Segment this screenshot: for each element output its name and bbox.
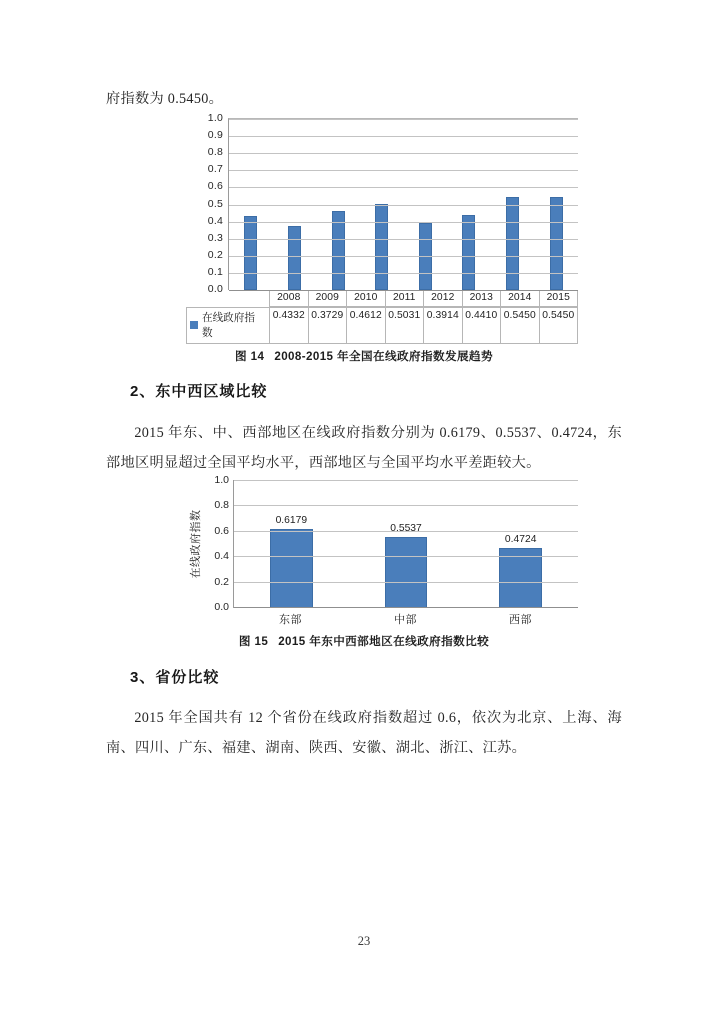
chart1-y-tick-label: 0.3 — [207, 231, 223, 244]
chart2-x-axis-spacer-label — [186, 611, 203, 627]
chart1-y-tick-label: 0.0 — [207, 283, 223, 295]
chart1-bar — [375, 204, 388, 290]
chart1-year-row-label-spacer — [186, 290, 269, 307]
chart2-gridline — [234, 480, 578, 481]
chart1-gridline — [229, 119, 578, 120]
chart2-data-label: 0.4724 — [504, 533, 537, 545]
chart1-y-tick-label: 0.2 — [207, 248, 223, 261]
chart2-category-labels — [233, 611, 578, 627]
top-paragraph: 府指数为 0.5450。 — [106, 91, 224, 107]
chart2-plot-row — [186, 474, 578, 613]
chart1-year-cell: 2012 — [423, 290, 462, 307]
chart2-y-tick-label: 0.2 — [214, 575, 229, 588]
chart1-gridline — [229, 205, 578, 206]
figure-15-caption-text: 2015 年东中西部地区在线政府指数比较 — [278, 635, 490, 648]
chart1-plot-row — [186, 112, 578, 295]
figure-14-chart — [186, 112, 578, 344]
chart1-value-cell: 0.5450 — [500, 307, 539, 344]
chart1-bar — [288, 226, 301, 290]
chart1-bar — [332, 211, 345, 290]
chart2-plot-area — [233, 480, 578, 608]
section-paragraph-3: 2015 年全国共有 12 个省份在线政府指数超过 0.6，依次为北京、上海、海南、四川、广东、福建、湖南、陕西、安徽、湖北、浙江、江苏。 — [106, 710, 622, 756]
chart1-gridline — [229, 239, 578, 240]
section-paragraph-2: 2015 年东、中、西部地区在线政府指数分别为 0.6179、0.5537、0.4724，东部地区明显超过全国平均水平，西部地区与全国平均水平差距较大。 — [106, 425, 622, 471]
chart1-year-cells — [269, 290, 578, 307]
chart2-x-axis-spacer-axis — [203, 611, 233, 627]
chart1-bar — [506, 197, 519, 290]
chart1-y-tick-label: 0.4 — [207, 214, 223, 227]
chart1-value-cell: 0.3729 — [308, 307, 347, 344]
chart1-y-tick-label: 0.5 — [207, 197, 223, 210]
chart1-year-cell: 2013 — [462, 290, 501, 307]
chart1-plot-area — [228, 118, 578, 290]
chart1-y-axis — [186, 112, 228, 295]
chart2-data-label: 0.6179 — [275, 514, 308, 526]
chart1-y-tick-label: 1.0 — [207, 112, 223, 124]
chart1-y-tick-label: 0.7 — [207, 163, 223, 176]
chart2-bar-cell — [234, 480, 349, 608]
chart1-gridline — [229, 256, 578, 257]
chart2-y-tick-label: 1.0 — [214, 474, 229, 486]
chart1-year-cell: 2011 — [385, 290, 424, 307]
chart1-value-cell: 0.5031 — [385, 307, 424, 344]
chart1-value-cell: 0.4410 — [462, 307, 501, 344]
chart2-bar-cell — [463, 480, 578, 608]
chart1-y-tick-label: 0.1 — [207, 265, 223, 278]
chart1-y-tick-label: 0.9 — [207, 129, 223, 142]
chart1-gridline — [229, 187, 578, 188]
chart2-gridline — [234, 505, 578, 506]
chart2-y-tick-label: 0.0 — [214, 601, 229, 613]
chart2-gridline — [234, 556, 578, 557]
chart2-bar — [270, 514, 312, 608]
chart1-gridline — [229, 170, 578, 171]
chart1-year-header-row — [186, 290, 578, 307]
chart2-y-axis-title-text: 在线政府指数 — [189, 509, 202, 579]
chart2-y-tick-label: 0.8 — [214, 499, 229, 512]
chart2-data-label: 0.5537 — [390, 523, 422, 535]
figure-14-caption-text: 2008-2015 年全国在线政府指数发展趋势 — [274, 350, 493, 363]
chart1-bar — [550, 197, 563, 290]
chart1-y-tick-label: 0.6 — [207, 180, 223, 193]
chart1-gridline — [229, 273, 578, 274]
chart2-bar — [385, 523, 427, 608]
chart2-category-label: 中部 — [394, 614, 417, 626]
section-heading-2: 2、东中西区域比较 — [130, 383, 268, 400]
chart1-gridline — [229, 222, 578, 223]
chart1-value-cell: 0.4332 — [269, 307, 308, 344]
chart2-bar-cell — [349, 480, 464, 608]
chart2-category-label: 东部 — [279, 614, 302, 626]
chart1-value-cell: 0.3914 — [423, 307, 462, 344]
figure-14-caption-number: 图 14 — [235, 350, 265, 363]
chart1-value-cell: 0.5450 — [539, 307, 579, 344]
chart1-value-cells — [269, 307, 578, 344]
chart1-bar — [462, 215, 475, 290]
chart2-bars — [234, 480, 578, 608]
chart2-y-tick-label: 0.6 — [214, 524, 229, 537]
chart2-gridline — [234, 607, 578, 608]
chart2-category-label: 西部 — [509, 614, 532, 626]
chart1-year-cell: 2015 — [539, 290, 579, 307]
chart2-y-axis-title — [186, 480, 203, 608]
legend-color-swatch-icon — [190, 321, 198, 329]
chart2-gridline — [234, 531, 578, 532]
chart1-year-cell: 2010 — [346, 290, 385, 307]
chart2-y-axis — [203, 474, 233, 613]
chart1-gridline — [229, 153, 578, 154]
chart1-value-cell: 0.4612 — [346, 307, 385, 344]
section-heading-3: 3、省份比较 — [130, 669, 220, 686]
chart1-year-cell: 2009 — [308, 290, 347, 307]
chart2-y-tick-label: 0.4 — [214, 550, 229, 563]
chart2-gridline — [234, 582, 578, 583]
page-content — [106, 0, 622, 1024]
chart1-legend — [186, 307, 269, 344]
figure-14-caption — [106, 348, 622, 364]
chart2-x-axis — [186, 611, 578, 627]
chart1-legend-label: 在线政府指数 — [202, 312, 255, 339]
chart1-gridline — [229, 136, 578, 137]
page-number: 23 — [357, 934, 371, 948]
figure-15-chart — [186, 474, 578, 627]
chart1-year-cell: 2008 — [269, 290, 308, 307]
chart1-gridline — [229, 290, 578, 291]
chart1-y-tick-label: 0.8 — [207, 146, 223, 159]
figure-15-caption-number: 图 15 — [238, 635, 269, 648]
chart1-year-cell: 2014 — [500, 290, 539, 307]
chart1-bar — [244, 216, 257, 290]
chart1-value-row — [186, 307, 578, 344]
figure-15-caption — [106, 633, 622, 649]
